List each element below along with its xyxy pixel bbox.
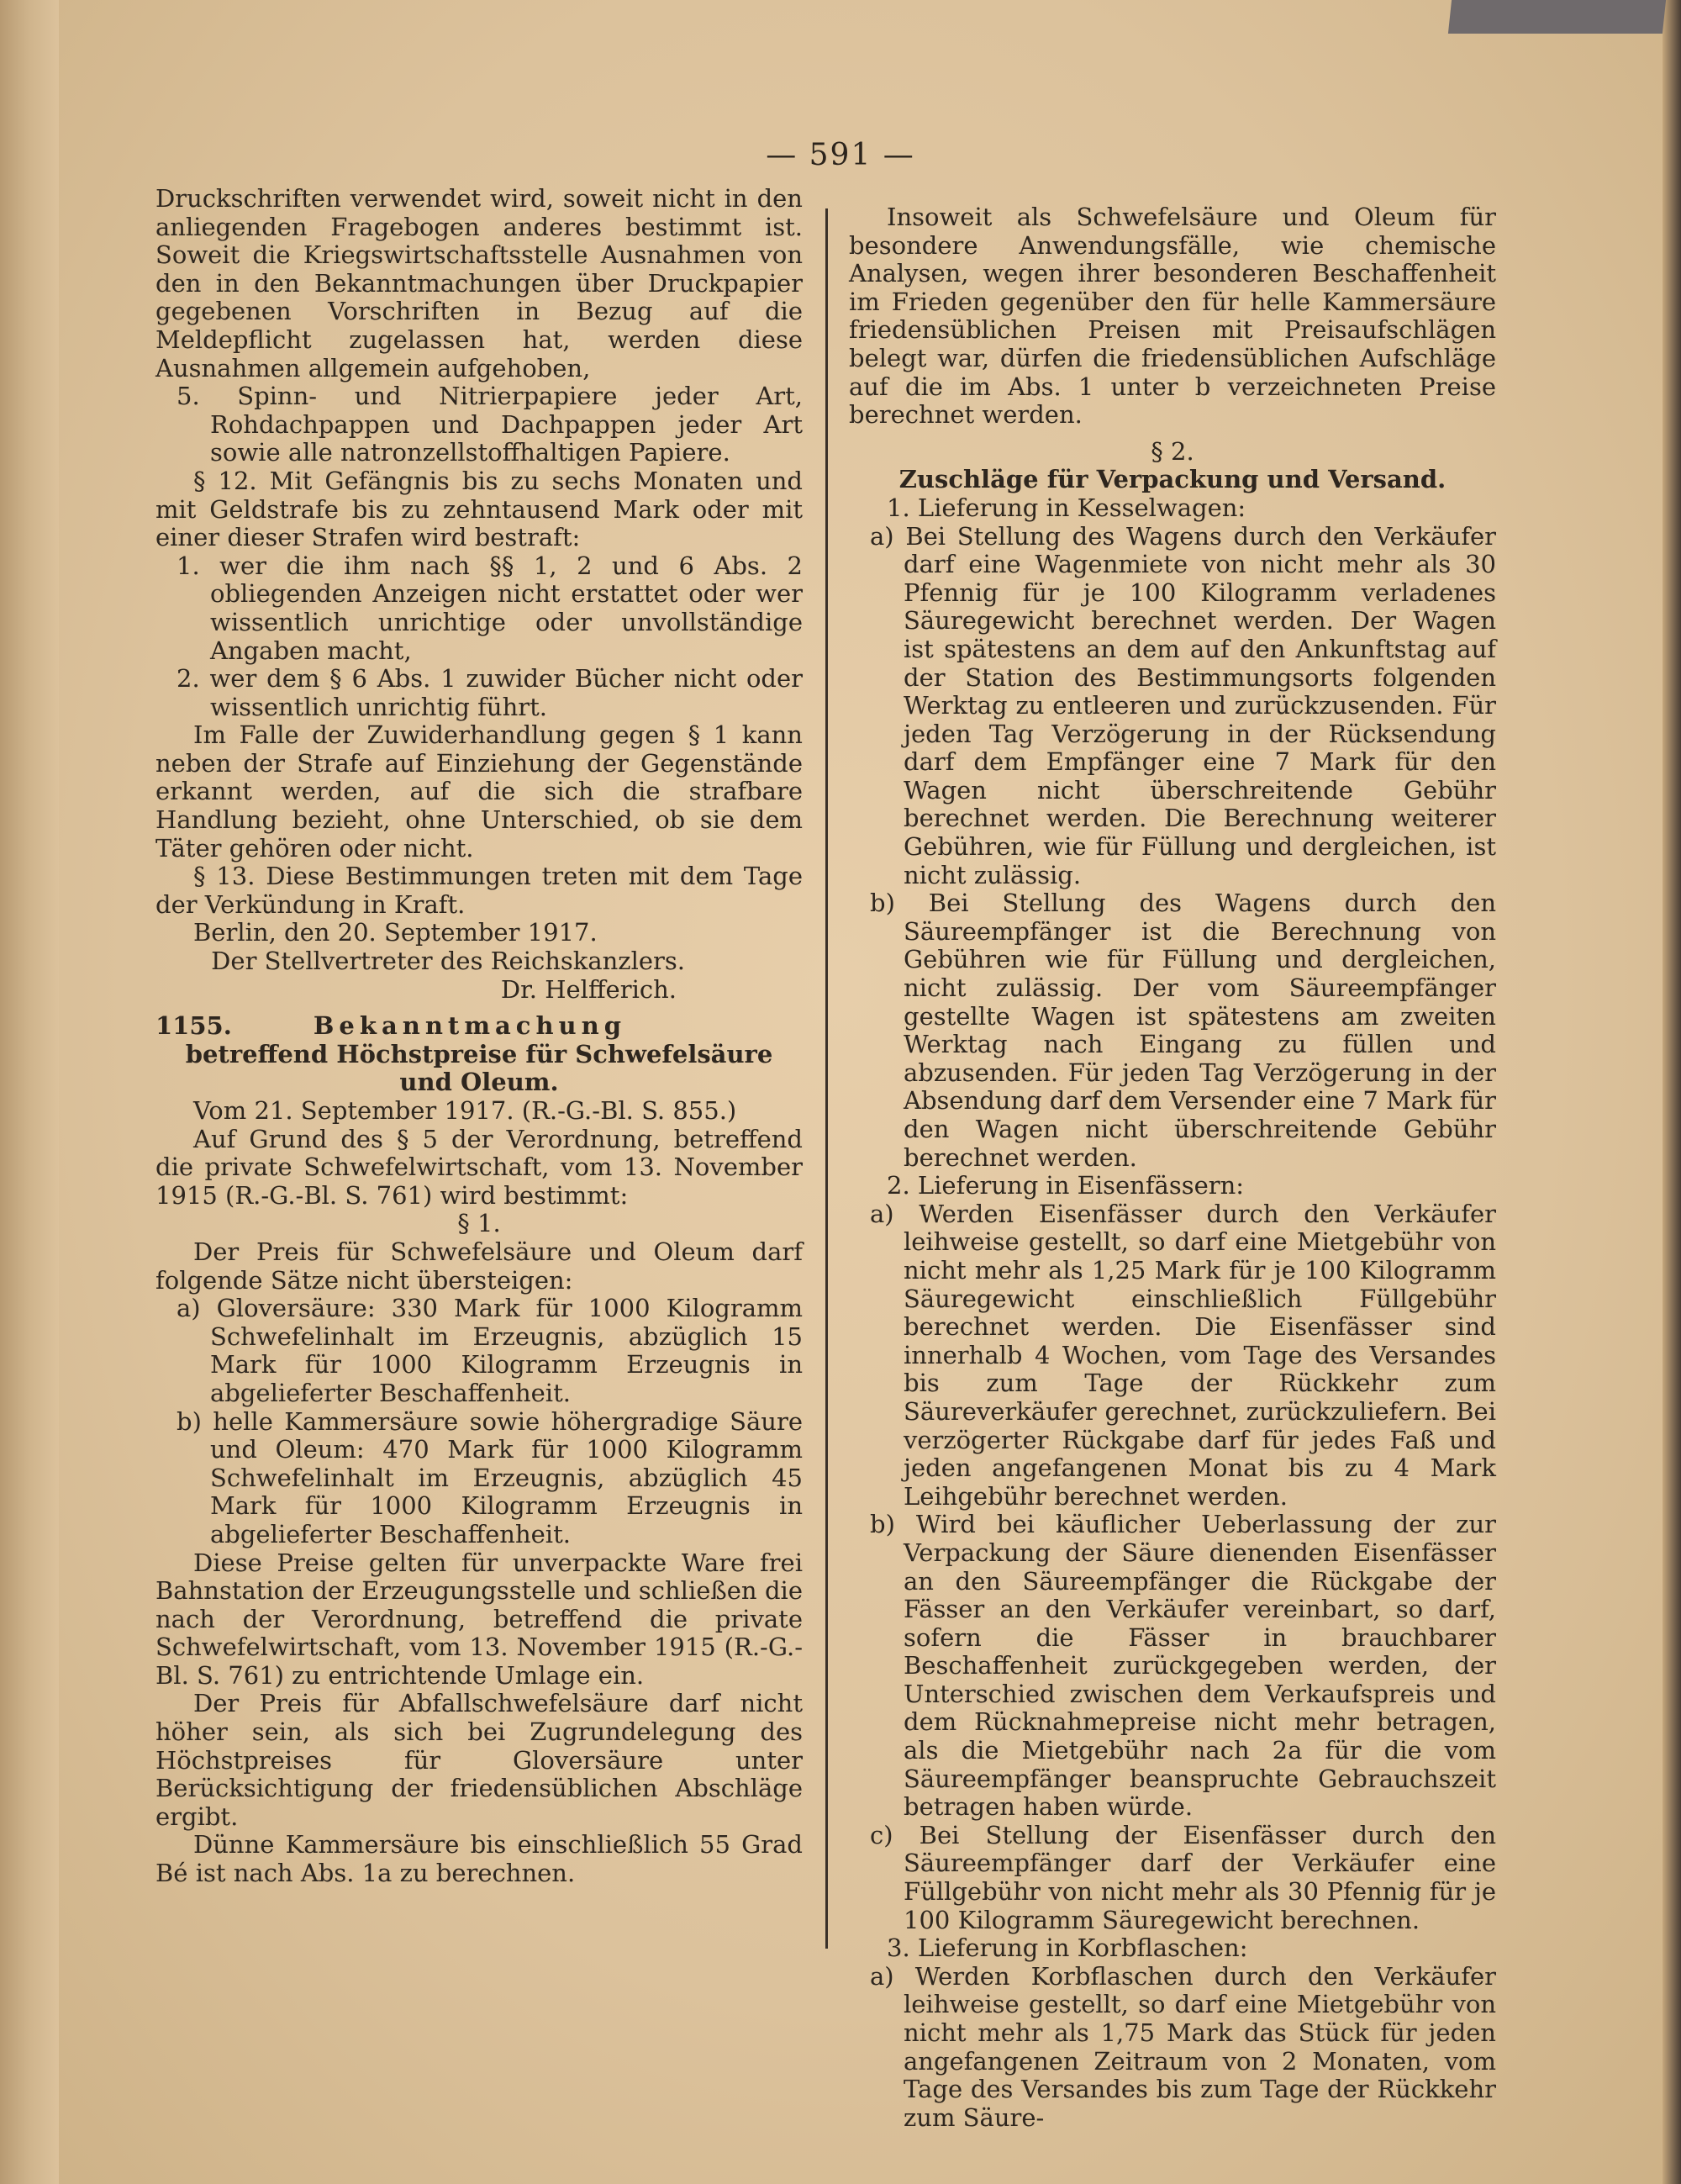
- section-13: § 13. Diese Bestimmungen treten mit dem Tage der Verkündung in Kraft.: [155, 862, 803, 919]
- list-item: a) Bei Stellung des Wagens durch den Verkäufer darf eine Wagenmiete von nicht mehr als 30 Pfennig für je 100 Kilogramm verladenes Säuregewicht berechnet werden. Der Wagen ist spätestens an dem auf den Ankunftstag auf der Station des Bestimmungsorts folgenden Werktag zu entleeren und zurückzusenden. Für jeden Tag Verzögerung in der Rücksendung darf dem Empfänger eine 7 Mark für den Wagen nicht überschreitende Gebühr berechnet werden. Die Berechnung weiterer Gebühren, wie für Füllung und dergleichen, ist nicht zulässig.: [870, 521, 1496, 889]
- cover-tab: [1448, 0, 1666, 34]
- paragraph: Der Preis für Schwefelsäure und Oleum darf folgende Sätze nicht übersteigen:: [155, 1237, 803, 1295]
- page-number: — 591 —: [766, 138, 915, 172]
- column-divider: [825, 208, 828, 1949]
- list-item: a) Gloversäure: 330 Mark für 1000 Kilogramm Schwefelinhalt im Erzeugnis, abzüglich 15 Mark für 1000 Kilogramm Erzeugnis in abgelieferter Beschaffenheit.: [177, 1294, 803, 1407]
- signature-name: Dr. Helfferich.: [500, 974, 677, 1004]
- list-item: a) Werden Korbflaschen durch den Verkäufer leihweise gestellt, so darf eine Mietgebühr von nicht mehr als 1,75 Mark das Stück für jeden angefangenen Zeitraum von 2 Monaten, vom Tage des Versandes bis zum Tage der Rückkehr zum Säure-: [870, 1961, 1496, 2132]
- paragraph: Dünne Kammersäure bis einschließlich 55 Grad Bé ist nach Abs. 1a zu berechnen.: [155, 1830, 803, 1888]
- paragraph: Der Preis für Abfallschwefelsäure darf nicht höher sein, als sich bei Zugrundelegung des Höchstpreises für Gloversäure unter Berücksichtigung der friedensüblichen Abschläge ergibt.: [155, 1689, 803, 1831]
- section-heading: § 2.: [1151, 436, 1194, 466]
- list-heading: 2. Lieferung in Eisenfässern:: [887, 1171, 1245, 1200]
- list-item: c) Bei Stellung der Eisenfässer durch den Säureempfänger darf der Verkäufer eine Füllgebühr von nicht mehr als 30 Pfennig für je 100 Kilogramm Säuregewicht berechnen.: [870, 1820, 1496, 1934]
- notice-subtitle: betreffend Höchstpreise für Schwefelsäure und Oleum.: [185, 1039, 773, 1097]
- list-item: b) helle Kammersäure sowie höhergradige Säure und Oleum: 470 Mark für 1000 Kilogramm Schwefelinhalt im Erzeugnis, abzüglich 45 Mark für 1000 Kilogramm Erzeugnis in abgelieferter Beschaffenheit.: [177, 1406, 803, 1548]
- paragraph: Auf Grund des § 5 der Verordnung, betreffend die private Schwefelwirtschaft, vom 13. November 1915 (R.-G.-Bl. S. 761) wird bestimmt:: [155, 1124, 803, 1210]
- section-heading: § 1.: [457, 1209, 501, 1238]
- book-spine-shadow: [0, 0, 59, 2184]
- left-column: [155, 185, 803, 1888]
- signature-title: Der Stellvertreter des Reichskanzlers.: [211, 947, 685, 976]
- notice-number: 1155.: [155, 1011, 232, 1041]
- right-column: [849, 203, 1496, 2132]
- section-title: Zuschläge für Verpackung und Versand.: [898, 465, 1447, 494]
- list-item: a) Werden Eisenfässer durch den Verkäufer leihweise gestellt, so darf eine Mietgebühr von nicht mehr als 1,25 Mark für je 100 Kilogramm Säuregewicht einschließlich Füllgebühr berechnet werden. Die Eisenfässer sind innerhalb 4 Wochen, vom Tage des Versandes bis zum Tage der Rückkehr zum Säureverkäufer gerechnet, zurückzuliefern. Bei verzögerter Rückgabe darf für jedes Faß und jeden angefangenen Monat bis zu 4 Mark Leihgebühr berechnet werden.: [870, 1199, 1496, 1511]
- list-item: b) Bei Stellung des Wagens durch den Säureempfänger ist die Berechnung von Gebühren wie für Füllung und dergleichen, nicht zulässig. Der vom Säureempfänger gestellte Wagen ist spätestens am zweiten Werktag nach Eingang zu füllen und abzusenden. Für jeden Tag Verzögerung in der Absendung darf dem Versender eine 7 Mark für den Wagen nicht überschreitende Gebühr berechnet werden.: [870, 889, 1496, 1172]
- paragraph: Im Falle der Zuwiderhandlung gegen § 1 kann neben der Strafe auf Einziehung der Gegenstände erkannt werden, auf die sich die strafbare Handlung bezieht, ohne Unterschied, ob sie dem Täter gehören oder nicht.: [155, 720, 803, 863]
- list-heading: 1. Lieferung in Kesselwagen:: [887, 493, 1246, 522]
- section-12: § 12. Mit Gefängnis bis zu sechs Monaten und mit Geldstrafe bis zu zehntausend Mark oder mit einer dieser Strafen wird bestraft:: [155, 466, 803, 552]
- notice-title: Bekanntmachung: [313, 1011, 626, 1041]
- notice-heading: [155, 1012, 803, 1041]
- list-heading: 3. Lieferung in Korbflaschen:: [887, 1933, 1248, 1963]
- list-item: 1. wer die ihm nach §§ 1, 2 und 6 Abs. 2 obliegenden Anzeigen nicht erstattet oder wer wissentlich unrichtige oder unvollständige Angaben macht,: [177, 551, 803, 665]
- list-item: 2. wer dem § 6 Abs. 1 zuwider Bücher nicht oder wissentlich unrichtig führt.: [177, 664, 803, 721]
- list-item: 5. Spinn- und Nitrierpapiere jeder Art, Rohdachpappen und Dachpappen jeder Art sowie alle natronzellstoffhaltigen Papiere.: [177, 382, 803, 467]
- paragraph: Insoweit als Schwefelsäure und Oleum für besondere Anwendungsfälle, wie chemische Analysen, wegen ihrer besonderen Beschaffenheit im Frieden gegenüber den für helle Kammersäure friedensüblichen Preisen mit Preisaufschlägen belegt war, dürfen die friedensüblichen Aufschläge auf die im Abs. 1 unter b verzeichneten Preise berechnet werden.: [849, 203, 1496, 430]
- date-line: Berlin, den 20. September 1917.: [193, 918, 598, 947]
- paragraph: Diese Preise gelten für unverpackte Ware frei Bahnstation der Erzeugungsstelle und schließen die nach der Verordnung, betreffend die private Schwefelwirtschaft, vom 13. November 1915 (R.-G.-Bl. S. 761) zu entrichtende Umlage ein.: [155, 1548, 803, 1690]
- notice-date: Vom 21. September 1917. (R.-G.-Bl. S. 855.): [193, 1096, 737, 1125]
- paragraph: Druckschriften verwendet wird, soweit nicht in den anliegenden Fragebogen anderes bestimmt ist. Soweit die Kriegswirtschaftsstelle Ausnahmen von den in den Bekanntmachungen über Druckpapier gegebenen Vorschriften in Bezug auf die Meldepflicht zugelassen hat, werden diese Ausnahmen allgemein aufgehoben,: [155, 184, 803, 382]
- list-item: b) Wird bei käuflicher Ueberlassung der zur Verpackung der Säure dienenden Eisenfässer an den Säureempfänger die Rückgabe der Fässer an den Verkäufer vereinbart, so darf, sofern die Fässer in brauchbarer Beschaffenheit zurückgegeben werden, der Unterschied zwischen dem Verkaufspreis und dem Rücknahmepreise nicht mehr betragen, als die Mietgebühr nach 2a für die vom Säureempfänger beanspruchte Gebrauchszeit betragen haben würde.: [870, 1510, 1496, 1822]
- page-edge-shadow: [1663, 0, 1681, 2184]
